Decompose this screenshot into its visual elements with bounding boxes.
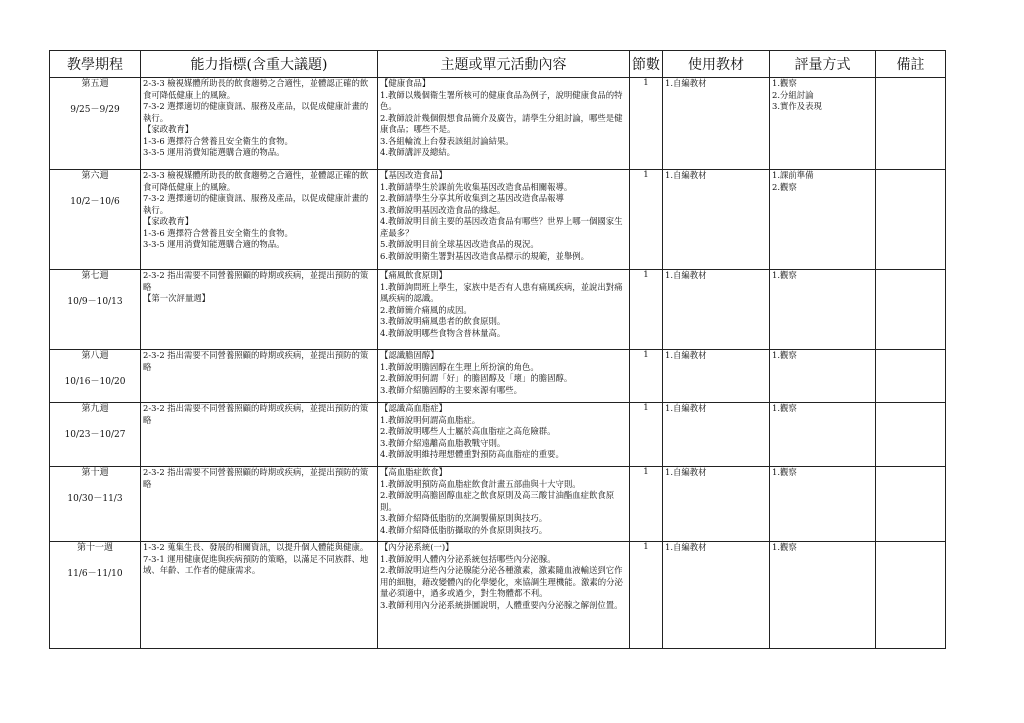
cell-line: 4.教師介紹降低脂肪攝取的外食原則與技巧。: [380, 524, 548, 535]
activities-cell: [378, 78, 630, 170]
week-cell: [50, 78, 141, 170]
cell-line: 2-3-2 指出需要不同營養照顧的時期或疾病，並提出預防的策略: [143, 270, 369, 292]
activities-cell: [378, 170, 630, 270]
cell-line: 1.觀察: [772, 467, 797, 477]
periods-cell: 1: [630, 78, 663, 170]
materials-cell: [663, 170, 770, 270]
assessment-cell: [770, 170, 876, 270]
week-dates: 10/16－10/20: [64, 377, 126, 387]
materials-cell: [663, 350, 770, 403]
cell-line: 1.自編教材: [665, 467, 707, 477]
cell-line: 2-3-3 檢視媒體所助長的飲食趨勢之合適性，並體認正確的飲食可降低健康上的風險。: [143, 170, 369, 192]
week-label: 第十週: [81, 468, 109, 478]
week-label: 第七週: [81, 271, 109, 281]
cell-line: 3.教師利用內分泌系統掛圖說明，人體重要內分泌腺之解剖位置。: [380, 599, 623, 610]
cell-line: 3-3-5 運用消費知能選購合適的物品。: [143, 239, 285, 249]
table-row: [50, 403, 946, 467]
cell-line: 5.教師說明目前全球基因改造食品的現況。: [380, 239, 539, 249]
cell-line: 1.自編教材: [665, 170, 707, 180]
indicators-cell: [141, 467, 378, 542]
week-label: 第十一週: [76, 543, 113, 553]
cell-line: 1.自編教材: [665, 350, 707, 360]
periods-cell: 1: [630, 170, 663, 270]
week-dates: 10/23－10/27: [64, 430, 126, 440]
remarks-cell: [876, 78, 946, 170]
cell-line: 2-3-2 指出需要不同營養照顧的時期或疾病，並提出預防的策略: [143, 467, 369, 489]
week-cell: [50, 350, 141, 403]
table-header: [50, 51, 946, 78]
cell-line: 1.觀察: [772, 403, 797, 413]
materials-cell: [663, 78, 770, 170]
remarks-cell: [876, 170, 946, 270]
indicators-cell: [141, 78, 378, 170]
week-label: 第九週: [81, 404, 109, 414]
remarks-cell: [876, 467, 946, 542]
week-dates: 10/2－10/6: [70, 197, 120, 207]
cell-line: 2.觀察: [772, 181, 797, 192]
cell-line: 【內分泌系統(一)】: [380, 542, 454, 552]
cell-line: 7-3-2 選擇適切的健康資訊、服務及產品，以促成健康計畫的執行。: [143, 193, 369, 215]
cell-line: 3.教師介紹遠離高血脂教戰守則。: [380, 437, 506, 448]
cell-line: 3.各組輪流上台發表該組討論結果。: [380, 135, 514, 146]
activities-cell: [378, 467, 630, 542]
week-cell: [50, 270, 141, 350]
indicators-cell: [141, 542, 378, 649]
table-row: [50, 170, 946, 270]
cell-line: 1-3-2 蒐集生長、發展的相關資訊，以提升個人體能與健康。: [143, 542, 369, 552]
periods-cell: 1: [630, 403, 663, 467]
week-cell: [50, 467, 141, 542]
assessment-cell: [770, 78, 876, 170]
cell-line: 【家政教育】: [143, 124, 194, 134]
table-row: [50, 467, 946, 542]
assessment-cell: [770, 403, 876, 467]
week-cell: [50, 170, 141, 270]
cell-line: 4.教師講評及總結。: [380, 147, 455, 157]
cell-line: 1.課前準備: [772, 170, 814, 180]
cell-line: 2.教師設計幾個假想食品簡介及廣告，請學生分組討論，哪些是健康食品；哪些不是。: [380, 112, 623, 134]
cell-line: 1.教師說明何謂高血脂症。: [380, 414, 481, 425]
assessment-cell: [770, 542, 876, 649]
cell-line: 2-3-2 指出需要不同營養照顧的時期或疾病，並提出預防的策略: [143, 403, 369, 425]
teaching-plan-table: [49, 50, 946, 649]
cell-line: 4.教師說明維持理想體重對預防高血脂症的重要。: [380, 449, 564, 459]
week-cell: [50, 542, 141, 649]
periods-cell: 1: [630, 467, 663, 542]
header-assessment: 評量方式: [770, 51, 876, 78]
cell-line: 【基因改造食品】: [380, 170, 447, 180]
periods-cell: 1: [630, 542, 663, 649]
cell-line: 1.觀察: [772, 350, 797, 360]
cell-line: 7-3-1 運用健康促進與疾病預防的策略，以滿足不同族群、地域、年齡、工作者的健康需求。: [143, 553, 369, 575]
cell-line: 【認識高血脂症】: [380, 403, 447, 413]
cell-line: 2.教師請學生分享其所收集到之基因改造食品報導: [380, 193, 564, 203]
activities-cell: [378, 270, 630, 350]
assessment-cell: [770, 350, 876, 403]
cell-line: 2.教師簡介痛風的成因。: [380, 304, 472, 315]
cell-line: 1.教師詢問班上學生，家族中是否有人患有痛風疾病，並說出對痛風疾病的認識。: [380, 281, 623, 303]
cell-line: 【第一次評量週】: [143, 293, 210, 303]
indicators-cell: [141, 170, 378, 270]
indicators-cell: [141, 350, 378, 403]
cell-line: 2.教師說明高膽固醇血症之飲食原則及高三酸甘油酯血症飲食原則。: [380, 490, 615, 512]
periods-cell: 1: [630, 270, 663, 350]
cell-line: 2-3-2 指出需要不同營養照顧的時期或疾病，並提出預防的策略: [143, 350, 369, 372]
cell-line: 2.教師說明哪些人士屬於高血脂症之高危險群。: [380, 426, 556, 436]
cell-line: 1.教師以幾個衛生署所核可的健康食品為例子，說明健康食品的特色。: [380, 89, 623, 111]
table-row: [50, 542, 946, 649]
cell-line: 7-3-2 選擇適切的健康資訊、服務及產品，以促成健康計畫的執行。: [143, 101, 369, 123]
remarks-cell: [876, 542, 946, 649]
cell-line: 1-3-6 選擇符合營養且安全衛生的食物。: [143, 135, 293, 146]
header-periods: 節數: [630, 51, 663, 78]
assessment-cell: [770, 270, 876, 350]
cell-line: 【高血脂症飲食】: [380, 467, 447, 477]
activities-cell: [378, 542, 630, 649]
header-schedule: 教學期程: [50, 51, 141, 78]
table-row: [50, 350, 946, 403]
header-row: [50, 51, 946, 78]
remarks-cell: [876, 270, 946, 350]
week-dates: 9/25－9/29: [70, 105, 120, 115]
week-dates: 11/6－11/10: [67, 569, 123, 579]
header-remarks: 備註: [876, 51, 946, 78]
week-label: 第六週: [81, 171, 109, 181]
cell-line: 2.分組討論: [772, 89, 814, 100]
week-label: 第八週: [81, 351, 109, 361]
materials-cell: [663, 403, 770, 467]
cell-line: 1.教師請學生於課前先收集基因改造食品相關報導。: [380, 181, 573, 192]
cell-line: 2.教師說明這些內分泌腺能分泌各種激素，激素隨血液輸送到它作用的細胞，藉改變體內的化學變化，來協調生理機能。激素的分泌量必須適中，過多或過少，對生物體都不利。: [380, 565, 623, 598]
materials-cell: [663, 542, 770, 649]
activities-cell: [378, 350, 630, 403]
remarks-cell: [876, 350, 946, 403]
week-dates: 10/30－11/3: [67, 494, 123, 504]
materials-cell: [663, 270, 770, 350]
table-row: [50, 78, 946, 170]
activities-cell: [378, 403, 630, 467]
cell-line: 1.教師說明預防高血脂症飲食計畫五部曲與十大守則。: [380, 478, 581, 489]
week-dates: 10/9－10/13: [67, 297, 123, 307]
week-label: 第五週: [81, 79, 109, 89]
cell-line: 6.教師說明衛生署對基因改造食品標示的規範，並舉例。: [380, 250, 589, 261]
week-cell: [50, 403, 141, 467]
cell-line: 3-3-5 運用消費知能選購合適的物品。: [143, 147, 285, 157]
table-body: [50, 78, 946, 649]
header-materials: 使用教材: [663, 51, 770, 78]
header-activities: 主題或單元活動內容: [378, 51, 630, 78]
periods-cell: 1: [630, 350, 663, 403]
cell-line: 1.自編教材: [665, 78, 707, 88]
cell-line: 4.教師說明哪些食物含普林量高。: [380, 327, 506, 338]
cell-line: 1.自編教材: [665, 270, 707, 280]
assessment-cell: [770, 467, 876, 542]
cell-line: 1.觀察: [772, 542, 797, 552]
cell-line: 1.教師說明膽固醇在生理上所扮演的角色。: [380, 361, 539, 372]
cell-line: 1.觀察: [772, 270, 797, 280]
indicators-cell: [141, 270, 378, 350]
cell-line: 4.教師說明目前主要的基因改造食品有哪些？世界上哪一個國家生產最多？: [380, 216, 623, 238]
cell-line: 3.教師介紹降低脂肪的烹調製備原則與技巧。: [380, 513, 548, 523]
cell-line: 1.自編教材: [665, 542, 707, 552]
cell-line: 【健康食品】: [380, 78, 431, 88]
cell-line: 1.自編教材: [665, 403, 707, 413]
cell-line: 3.教師介紹膽固醇的主要來源有哪些。: [380, 384, 522, 395]
cell-line: 3.實作及表現: [772, 101, 822, 111]
remarks-cell: [876, 403, 946, 467]
cell-line: 3.教師說明基因改造食品的緣起。: [380, 204, 506, 215]
cell-line: 【家政教育】: [143, 216, 194, 226]
cell-line: 1.觀察: [772, 78, 797, 88]
materials-cell: [663, 467, 770, 542]
cell-line: 1-3-6 選擇符合營養且安全衛生的食物。: [143, 227, 293, 238]
cell-line: 2.教師說明何謂「好」的膽固醇及「壞」的膽固醇。: [380, 373, 573, 383]
cell-line: 1.教師說明人體內分泌系統包括哪些內分泌腺。: [380, 553, 556, 564]
cell-line: 2-3-3 檢視媒體所助長的飲食趨勢之合適性，並體認正確的飲食可降低健康上的風險。: [143, 78, 369, 100]
indicators-cell: [141, 403, 378, 467]
table-row: [50, 270, 946, 350]
cell-line: 【痛風飲食原則】: [380, 270, 447, 280]
header-indicators: 能力指標(含重大議題): [141, 51, 378, 78]
cell-line: 【認識膽固醇】: [380, 350, 439, 360]
cell-line: 3.教師說明痛風患者的飲食原則。: [380, 316, 506, 326]
